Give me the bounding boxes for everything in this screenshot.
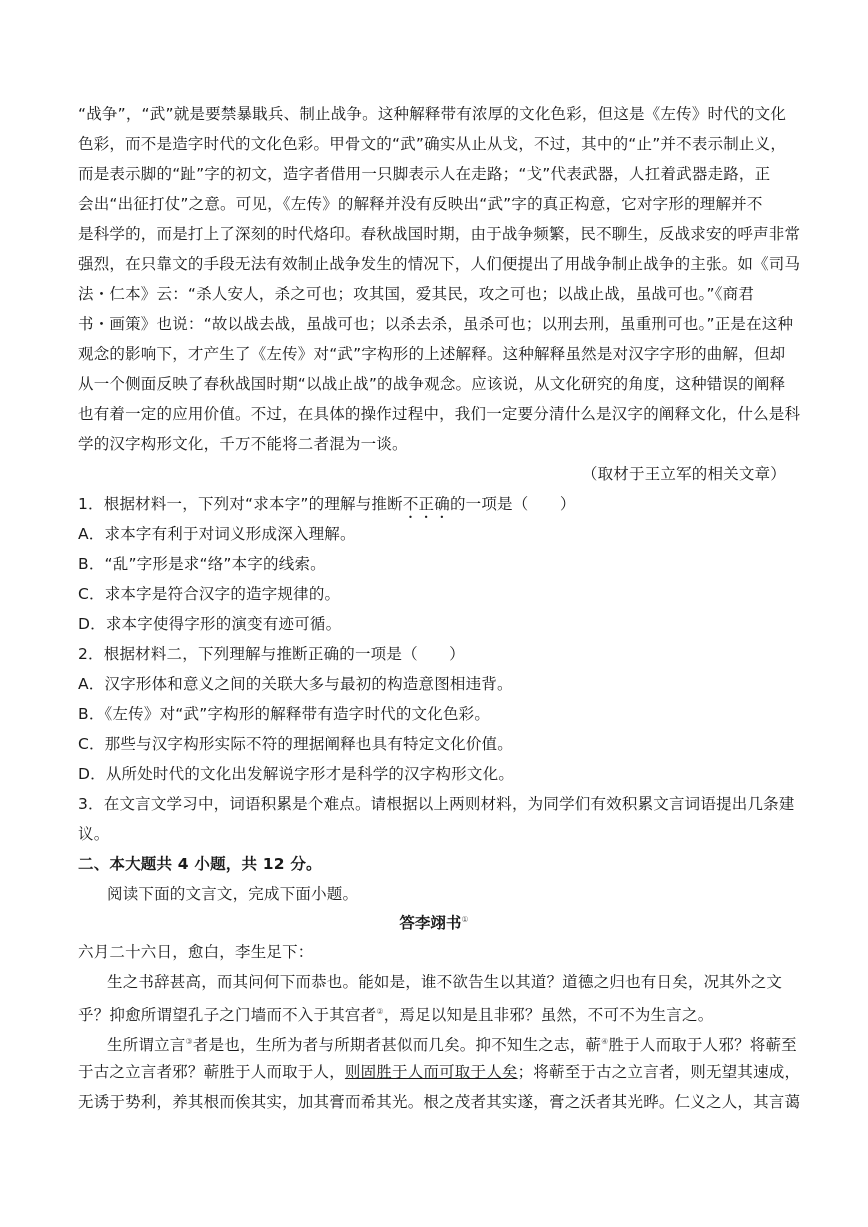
question-2-option-b: B．《左传》对“武”字构形的解释带有造字时代的文化色彩。 — [78, 705, 491, 723]
section-heading: 二、本大题共 4 小题，共 12 分。 — [78, 855, 322, 873]
letter-paragraph-line: 于古之立言者邪？蕲胜于人而取于人，则固胜于人而可取于人矣；将蕲至于古之立言者，则无望其速成， — [78, 1063, 801, 1081]
footnote-marker: ④ — [601, 1037, 609, 1046]
question-1-option-b: B．“乱”字形是求“络”本字的线索。 — [78, 555, 326, 573]
question-1-option-c: C．求本字是符合汉字的造字规律的。 — [78, 585, 341, 603]
material-line: 书・画策》也说：“故以战去战，虽战可也；以杀去杀，虽杀可也；以刑去刑，虽重刑可也。”正是在这种 — [78, 315, 794, 333]
letter-paragraph-line: 生之书辞甚高，而其问何下而恭也。能如是，谁不欲告生以其道？道德之归也有日矣，况其外之文 — [107, 973, 783, 991]
source-note: （取材于王立军的相关文章） — [581, 465, 786, 483]
question-1-option-d: D．求本字使得字形的演变有迹可循。 — [78, 615, 342, 633]
question-2-option-a: A．汉字形体和意义之间的关联大多与最初的构造意图相违背。 — [78, 675, 513, 693]
footnote-marker: ② — [376, 1007, 384, 1016]
emphasis-text: 不正确 — [402, 495, 450, 513]
material-line: 学的汉字构形文化，千万不能将二者混为一谈。 — [78, 435, 408, 453]
passage-title: 答李翊书① — [399, 914, 469, 933]
material-line: 强烈，在只靠文的手段无法有效制止战争发生的情况下，人们便提出了用战争制止战争的主张。如《司马 — [78, 255, 801, 273]
question-1-option-a: A．求本字有利于对词义形成深入理解。 — [78, 525, 356, 543]
letter-paragraph-line: 生所谓立言③者是也，生所为者与所期者甚似而几矣。抑不知生之志，蕲④胜于人而取于人邪？将蕲至 — [107, 1036, 797, 1055]
question-3-stem: 3．在文言文学习中，词语积累是个难点。请根据以上两则材料，为同学们有效积累文言词语提出几条建 — [78, 795, 795, 813]
letter-salutation: 六月二十六日，愈白，李生足下： — [78, 943, 314, 961]
question-3-stem-cont: 议。 — [78, 825, 110, 843]
material-line: 而是表示脚的“趾”字的初文，造字者借用一只脚表示人在走路；“戈”代表武器，人扛着武器走路，正 — [78, 165, 771, 183]
letter-paragraph-line: 无诱于势利，养其根而俟其实，加其膏而希其光。根之茂者其实遂，膏之沃者其光晔。仁义之人，其言蔼 — [78, 1093, 801, 1111]
underlined-sentence: 则固胜于人而可取于人矣 — [344, 1063, 518, 1081]
material-line: 从一个侧面反映了春秋战国时期“以战止战”的战争观念。应该说，从文化研究的角度，这种错误的阐释 — [78, 375, 786, 393]
material-line: 观念的影响下，才产生了《左传》对“武”字构形的上述解释。这种解释虽然是对汉字字形的曲解，但却 — [78, 345, 786, 363]
footnote-marker: ③ — [185, 1037, 193, 1046]
question-1-stem: 1．根据材料一，下列对“求本字”的理解与推断不正确的一项是（ ） — [78, 495, 576, 513]
material-line: 也有着一定的应用价值。不过，在具体的操作过程中，我们一定要分清什么是汉字的阐释文化，什么是科 — [78, 405, 801, 423]
section-intro: 阅读下面的文言文，完成下面小题。 — [107, 885, 359, 903]
question-2-option-c: C．那些与汉字构形实际不符的理据阐释也具有特定文化价值。 — [78, 735, 513, 753]
material-line: 会出“出征打仗”之意。可见，《左传》的解释并没有反映出“武”字的真正构意，它对字形的理解并不 — [78, 195, 763, 213]
question-2-stem: 2．根据材料二，下列理解与推断正确的一项是（ ） — [78, 645, 465, 663]
letter-paragraph-line: 乎？抑愈所谓望孔子之门墙而不入于其宫者②，焉足以知是且非邪？虽然，不可不为生言之。 — [78, 1006, 714, 1025]
material-line: “战争”，“武”就是要禁暴戢兵、制止战争。这种解释带有浓厚的文化色彩，但这是《左传》时代的文化 — [78, 105, 787, 123]
question-2-option-d: D．从所处时代的文化出发解说字形才是科学的汉字构形文化。 — [78, 765, 515, 783]
material-line: 是科学的，而是打上了深刻的时代烙印。春秋战国时期，由于战争频繁，民不聊生，反战求安的呼声非常 — [78, 225, 801, 243]
footnote-marker: ① — [461, 915, 469, 924]
material-line: 法・仁本》云：“杀人安人，杀之可也；攻其国，爱其民，攻之可也；以战止战，虽战可也。”《商君 — [78, 285, 755, 303]
material-line: 色彩，而不是造字时代的文化色彩。甲骨文的“武”确实从止从戈，不过，其中的“止”并不表示制止义， — [78, 135, 787, 153]
